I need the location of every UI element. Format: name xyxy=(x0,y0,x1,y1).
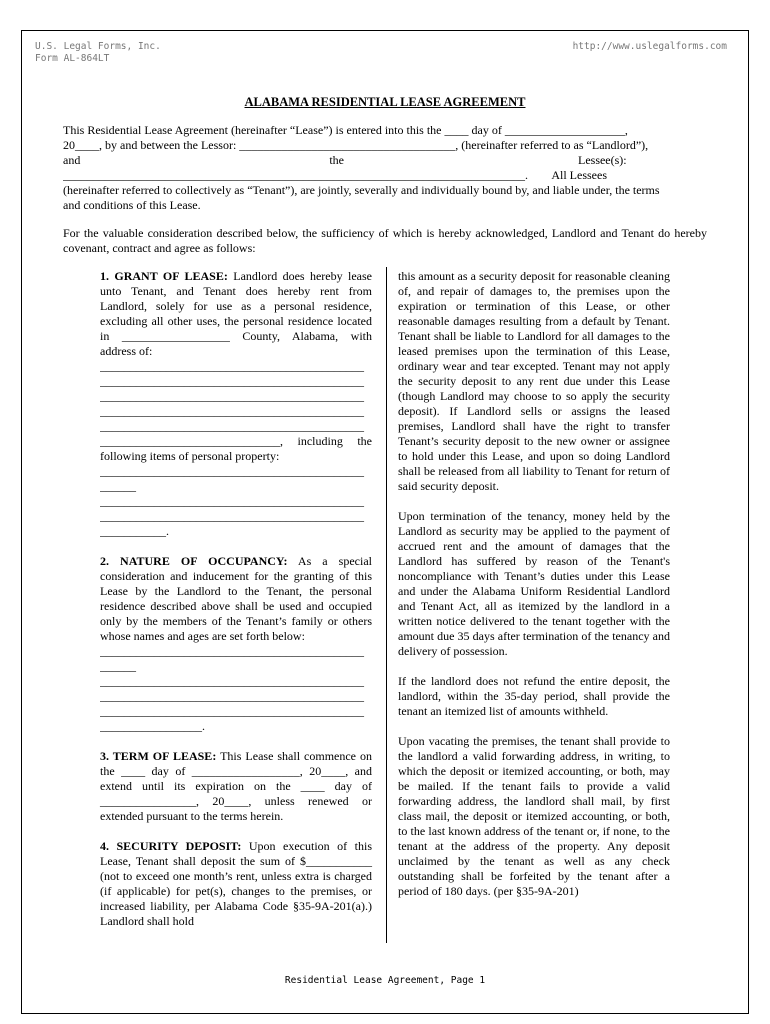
address-last-line: ______________________________, including the xyxy=(100,434,372,448)
intro-paragraph xyxy=(63,123,707,213)
intro-line: 20____, by and between the Lessor: ____________________________________, (hereinafter referred to as “Landlord”), xyxy=(63,138,649,152)
website-url[interactable]: http://www.uslegalforms.com xyxy=(572,41,727,52)
refund-paragraph: If the landlord does not refund the entire deposit, the landlord, within the 35-day period, shall provide the tenant an itemized list of amounts withheld. xyxy=(398,674,670,718)
company-name: U.S. Legal Forms, Inc. xyxy=(35,41,161,52)
occupancy-text: As a special consideration and inducement for the granting of this Lease by the Landlord to the Tenant, the personal residence described above shall be used and occupied only by the members of the Tenant’s family or others whose names and ages are set forth below: xyxy=(100,554,372,643)
page-footer: Residential Lease Agreement, Page 1 xyxy=(284,975,486,986)
address-line: ____________________________________________ xyxy=(100,374,364,388)
deposit-heading: 4. SECURITY DEPOSIT: xyxy=(100,839,242,853)
intro-line: This Residential Lease Agreement (hereinafter “Lease”) is entered into this the ____ day of ____________________, xyxy=(63,123,628,137)
grant-of-lease-section xyxy=(100,269,372,359)
deposit-text: Upon execution of this Lease, Tenant shall deposit the sum of $___________ (not to exceed one month’s rent, unless extra is charged (if applicable) for pet(s), changes to the premises, or increased liability, per Alabama Code §35-9A-201(a).) Landlord shall hold xyxy=(100,839,372,928)
nature-of-occupancy-section xyxy=(100,554,372,644)
intro-line: and the Lessee(s): xyxy=(63,153,627,167)
consideration-paragraph: For the valuable consideration described below, the sufficiency of which is hereby acknowledged, Landlord and Tenant do hereby covenant, contract and agree as follows: xyxy=(63,226,707,255)
property-line: ____________________________________________ xyxy=(100,494,364,508)
left-column xyxy=(100,269,372,944)
occupant-line: _________________. xyxy=(100,719,205,733)
term-heading: 3. TERM OF LEASE: xyxy=(100,749,217,763)
occupancy-heading: 2. NATURE OF OCCUPANCY: xyxy=(100,554,288,568)
term-of-lease-section xyxy=(100,749,372,824)
property-line: ___________. xyxy=(100,524,169,538)
document-page xyxy=(21,30,749,1014)
occupant-line: ______ xyxy=(100,659,136,673)
occupant-line: ____________________________________________ xyxy=(100,689,364,703)
address-line: ____________________________________________ xyxy=(100,404,364,418)
termination-paragraph: Upon termination of the tenancy, money held by the Landlord as security may be applied to the payment of accrued rent and the amount of damages that the Landlord has suffered by reason of the Tenant's noncompliance with Tenant’s duties under this Lease and under the Alabama Uniform Residential Landlord and Tenant Act, all as itemized by the landlord in a written notice delivered to the tenant together with the amount due 35 days after termination of the tenancy and delivery of possession. xyxy=(398,509,670,658)
header-left xyxy=(35,41,161,65)
property-line: ______ xyxy=(100,479,136,493)
security-deposit-section xyxy=(100,839,372,929)
column-divider xyxy=(386,267,387,943)
grant-text: Landlord does hereby lease unto Tenant, and Tenant does hereby rent from Landlord, solely for use as a personal residence, excluding all other uses, the personal residence located in __________________ County, Alabama, with address of: xyxy=(100,269,372,358)
address-line: ____________________________________________ xyxy=(100,389,364,403)
occupant-line: ____________________________________________ xyxy=(100,644,364,658)
document-title: ALABAMA RESIDENTIAL LEASE AGREEMENT xyxy=(244,95,526,109)
address-line: ____________________________________________ xyxy=(100,419,364,433)
property-line: ____________________________________________ xyxy=(100,464,364,478)
occupant-line: ____________________________________________ xyxy=(100,674,364,688)
property-line: ____________________________________________ xyxy=(100,509,364,523)
term-text: This Lease shall commence on the ____ day of __________________, 20____, and extend until its expiration on the ____ day of ________________, 20____, unless renewed or extended pursuant to the terms herein. xyxy=(100,749,372,823)
right-column xyxy=(398,269,670,914)
intro-line: (hereinafter referred to collectively as “Tenant”), are jointly, severally and individually bound by, and liable under, the terms xyxy=(63,183,660,197)
occupant-line: ____________________________________________ xyxy=(100,704,364,718)
intro-line: _____________________________________________________________________________. All Lessees xyxy=(63,168,607,182)
address-line: ____________________________________________ xyxy=(100,359,364,373)
grant-heading: 1. GRANT OF LEASE: xyxy=(100,269,228,283)
intro-line: and conditions of this Lease. xyxy=(63,198,201,212)
forwarding-address-paragraph: Upon vacating the premises, the tenant shall provide to the landlord a valid forwarding address, in writing, to which the deposit or itemized accounting, or both, may be mailed. If the tenant fails to provide a valid forwarding address, the landlord shall mail, by first class mail, the deposit or itemized accounting, or both, to the last known address of the tenant or, if none, to the tenant at the address of the property. Any deposit unclaimed by the tenant as well as any check outstanding shall be forfeited by the tenant after a period of 180 days. (per §35-9A-201) xyxy=(398,734,670,898)
form-id: Form AL-864LT xyxy=(35,53,110,64)
deposit-continued-paragraph: this amount as a security deposit for reasonable cleaning of, and repair of damages to, the premises upon the expiration or termination of this Lease, or other reasonable damages resulting from a default by Tenant. Tenant shall be liable to Landlord for all damages to the leased premises upon the termination of this Lease, ordinary wear and tear excepted. Tenant may not apply the security deposit to any rent due under this Lease (though Landlord may choose to so apply the security deposit). If Landlord sells or assigns the leased premises, Landlord shall have the right to transfer Tenant’s security deposit to the new owner or assignee to hold under this Lease, and upon so doing Landlord shall be released from all liability to Tenant for return of said security deposit. xyxy=(398,269,670,493)
property-label: following items of personal property: xyxy=(100,449,280,463)
